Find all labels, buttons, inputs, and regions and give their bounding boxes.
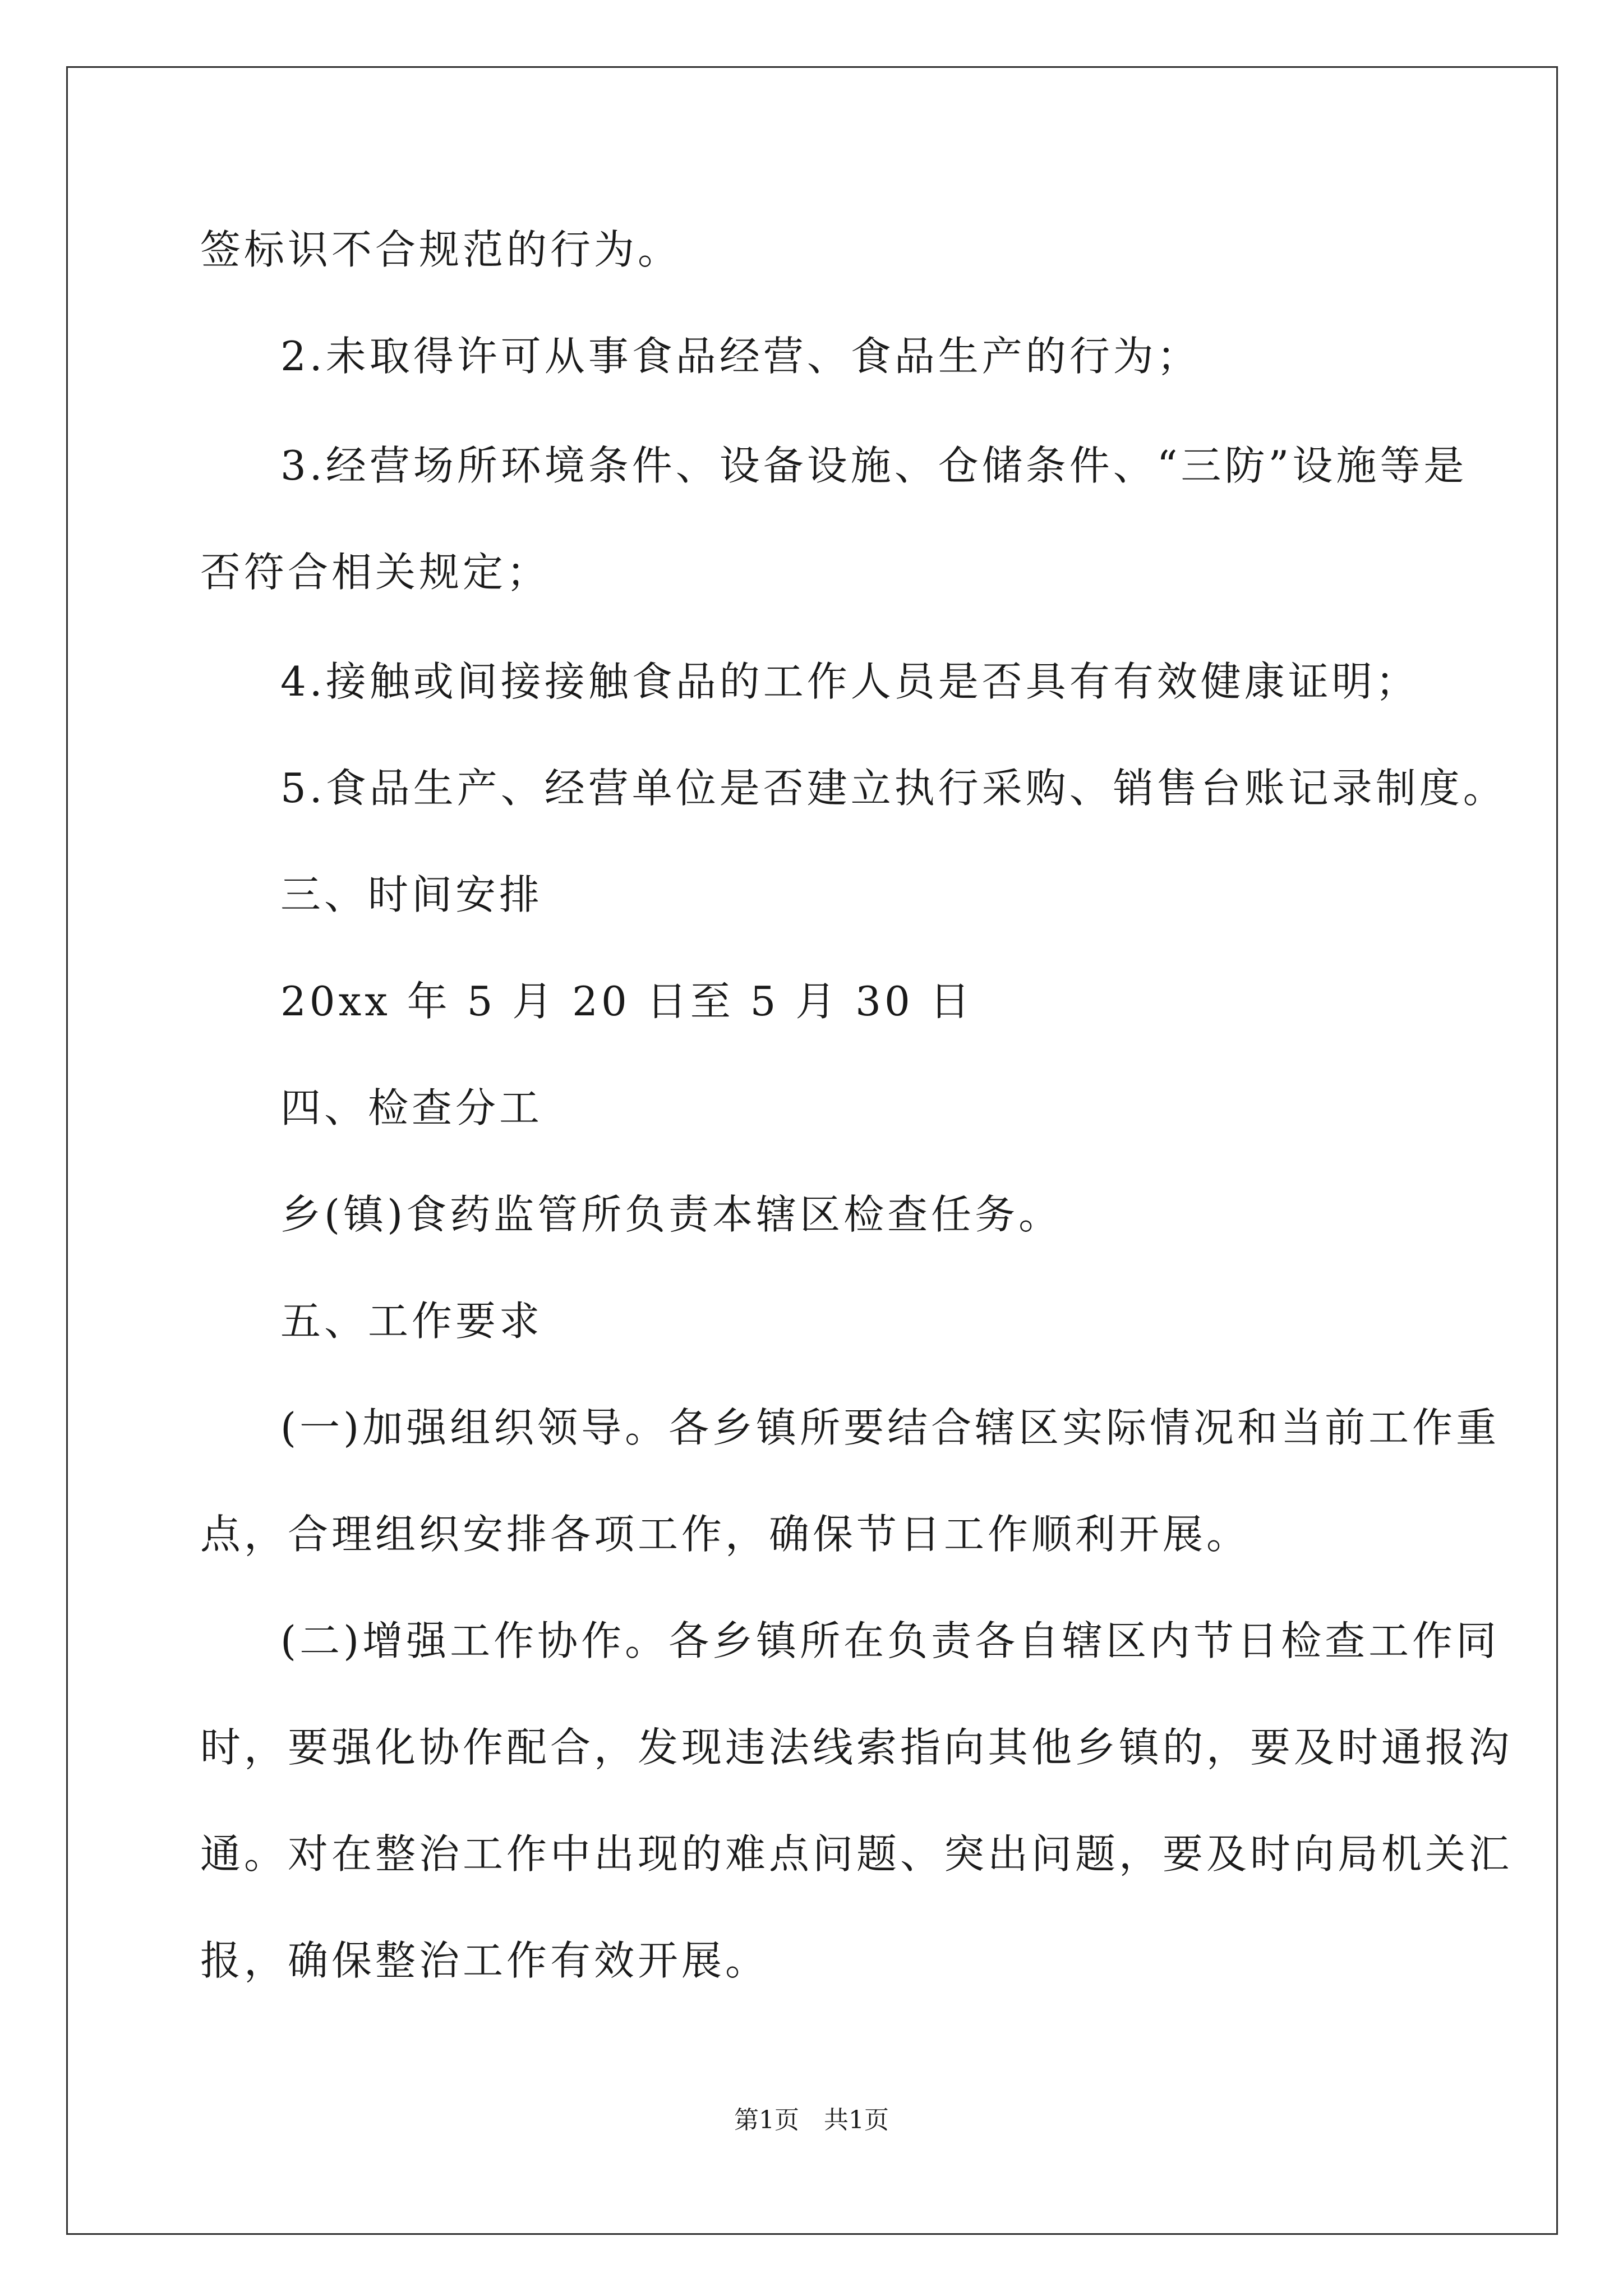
- text-line: (一)加强组织领导。各乡镇所要结合辖区实际情况和当前工作重: [280, 1404, 1500, 1451]
- section-heading: 五、工作要求: [280, 1297, 543, 1345]
- text-line: 2.未取得许可从事食品经营、食品生产的行为；: [280, 333, 1201, 380]
- text-line: 4.接触或间接接触食品的工作人员是否具有有效健康证明；: [280, 658, 1419, 705]
- text-line: 时，要强化协作配合，发现违法线索指向其他乡镇的，要及时通报沟: [200, 1724, 1513, 1771]
- text-line: 否符合相关规定；: [200, 549, 551, 596]
- section-heading: 四、检查分工: [280, 1084, 543, 1131]
- text-line: 通。对在整治工作中出现的难点问题、突出问题，要及时向局机关汇: [200, 1830, 1513, 1878]
- text-line: 报，确保整治工作有效开展。: [200, 1937, 769, 1984]
- page-frame: [66, 66, 1558, 2235]
- text-line: 20xx 年 5 月 20 日至 5 月 30 日: [280, 978, 974, 1025]
- text-line: 5.食品生产、经营单位是否建立执行采购、销售台账记录制度。: [280, 765, 1507, 812]
- text-line: 点，合理组织安排各项工作，确保节日工作顺利开展。: [200, 1511, 1251, 1558]
- page-footer: 第1页 共1页: [734, 2106, 889, 2134]
- text-line: 3.经营场所环境条件、设备设施、仓储条件、“三防”设施等是: [280, 442, 1468, 489]
- section-heading: 三、时间安排: [280, 871, 543, 918]
- text-line: 签标识不合规范的行为。: [200, 226, 682, 273]
- text-line: (二)增强工作协作。各乡镇所在负责各自辖区内节日检查工作同: [280, 1617, 1500, 1664]
- text-line: 乡(镇)食药监管所负责本辖区检查任务。: [280, 1191, 1063, 1238]
